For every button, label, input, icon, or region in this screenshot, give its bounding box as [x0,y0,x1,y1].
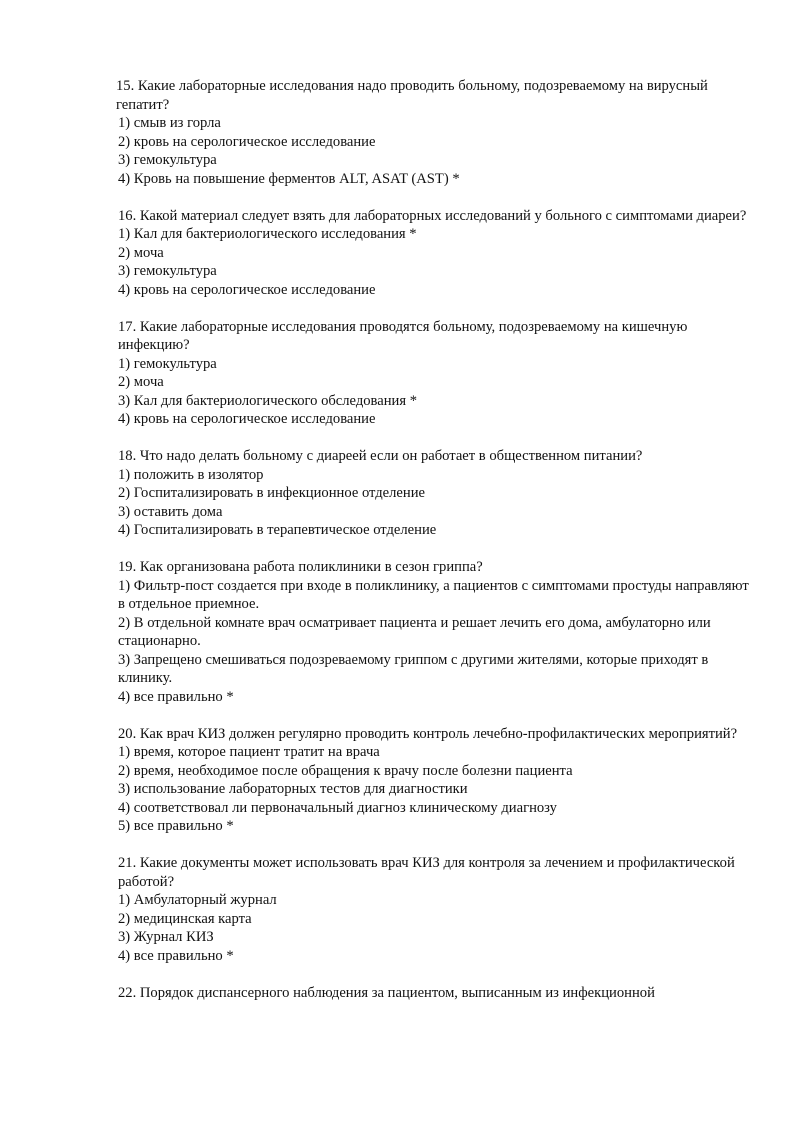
question-text: 19. Как организована работа поликлиники в сезон гриппа? [118,559,483,575]
answer-option: 3) Запрещено смешиваться подозреваемому гриппом с другими жителями, которые приходят в клинику. [118,651,709,686]
answer-option: 3) гемокультура [118,263,217,279]
answer-option: 4) все правильно * [118,688,234,705]
answer-option: 3) гемокультура [118,152,217,168]
answer-option: 3) оставить дома [118,503,223,520]
answer-option: 5) все правильно * [118,818,234,834]
answer-option: 3) Кал для бактериологического обследования * [118,392,418,409]
question-text: 16. Какой материал следует взять для лабораторных исследований у больного с симптомами диареи? [118,207,747,224]
answer-option: 2) кровь на серологическое исследование [118,133,376,150]
question-15 [116,77,756,188]
answer-option: 2) Госпитализировать в инфекционное отделение [118,485,425,501]
question-20 [116,725,756,836]
question-text: 21. Какие документы может использовать врач КИЗ для контроля за лечением и профилактической работой? [118,855,735,890]
question-text: 18. Что надо делать больному с диареей если он работает в общественном питании? [118,448,643,464]
answer-option: 3) использование лабораторных тестов для диагностики [118,781,468,797]
answer-option: 4) кровь на серологическое исследование [118,281,376,298]
answer-option: 4) соответствовал ли первоначальный диагноз клиническому диагнозу [118,799,557,816]
answer-option: 2) В отдельной комнате врач осматривает пациента и решает лечить его дома, амбулаторно или стационарно. [118,614,711,649]
answer-option: 2) моча [118,374,164,390]
answer-option: 1) Кал для бактериологического исследования * [118,226,417,242]
question-text: 17. Какие лабораторные исследования проводятся больному, подозреваемому на кишечную инфекцию? [118,318,688,353]
question-17 [116,318,756,429]
answer-option: 2) время, необходимое после обращения к врачу после болезни пациента [118,762,573,779]
answer-option: 3) Журнал КИЗ [118,929,214,945]
answer-option: 2) моча [118,244,164,261]
answer-option: 4) Госпитализировать в терапевтическое отделение [118,522,437,538]
question-text: 22. Порядок диспансерного наблюдения за пациентом, выписанным из инфекционной [118,984,655,1001]
answer-option: 2) медицинская карта [118,910,252,927]
answer-option: 4) все правильно * [118,947,234,964]
question-text: 20. Как врач КИЗ должен регулярно проводить контроль лечебно-профилактических мероприятий? [118,725,738,742]
answer-option: 1) смыв из горла [118,115,221,131]
answer-option: 4) кровь на серологическое исследование [118,411,376,427]
answer-option: 1) положить в изолятор [118,466,264,483]
answer-option: 1) Фильтр-пост создается при входе в поликлинику, а пациентов с симптомами простуды направляют в отдельное приемное. [118,577,749,612]
answer-option: 4) Кровь на повышение ферментов ALT, ASAT (AST) * [118,170,460,187]
answer-option: 1) время, которое пациент тратит на врача [118,744,380,760]
question-18 [116,447,756,540]
document-page [116,77,756,1021]
question-19 [116,558,756,706]
question-21 [116,854,756,965]
answer-option: 1) гемокультура [118,355,217,372]
question-16 [116,207,756,300]
question-text: 15. Какие лабораторные исследования надо проводить больному, подозреваемому на вирусный гепатит? [116,78,708,113]
question-22 [116,984,756,1003]
answer-option: 1) Амбулаторный журнал [118,892,277,908]
